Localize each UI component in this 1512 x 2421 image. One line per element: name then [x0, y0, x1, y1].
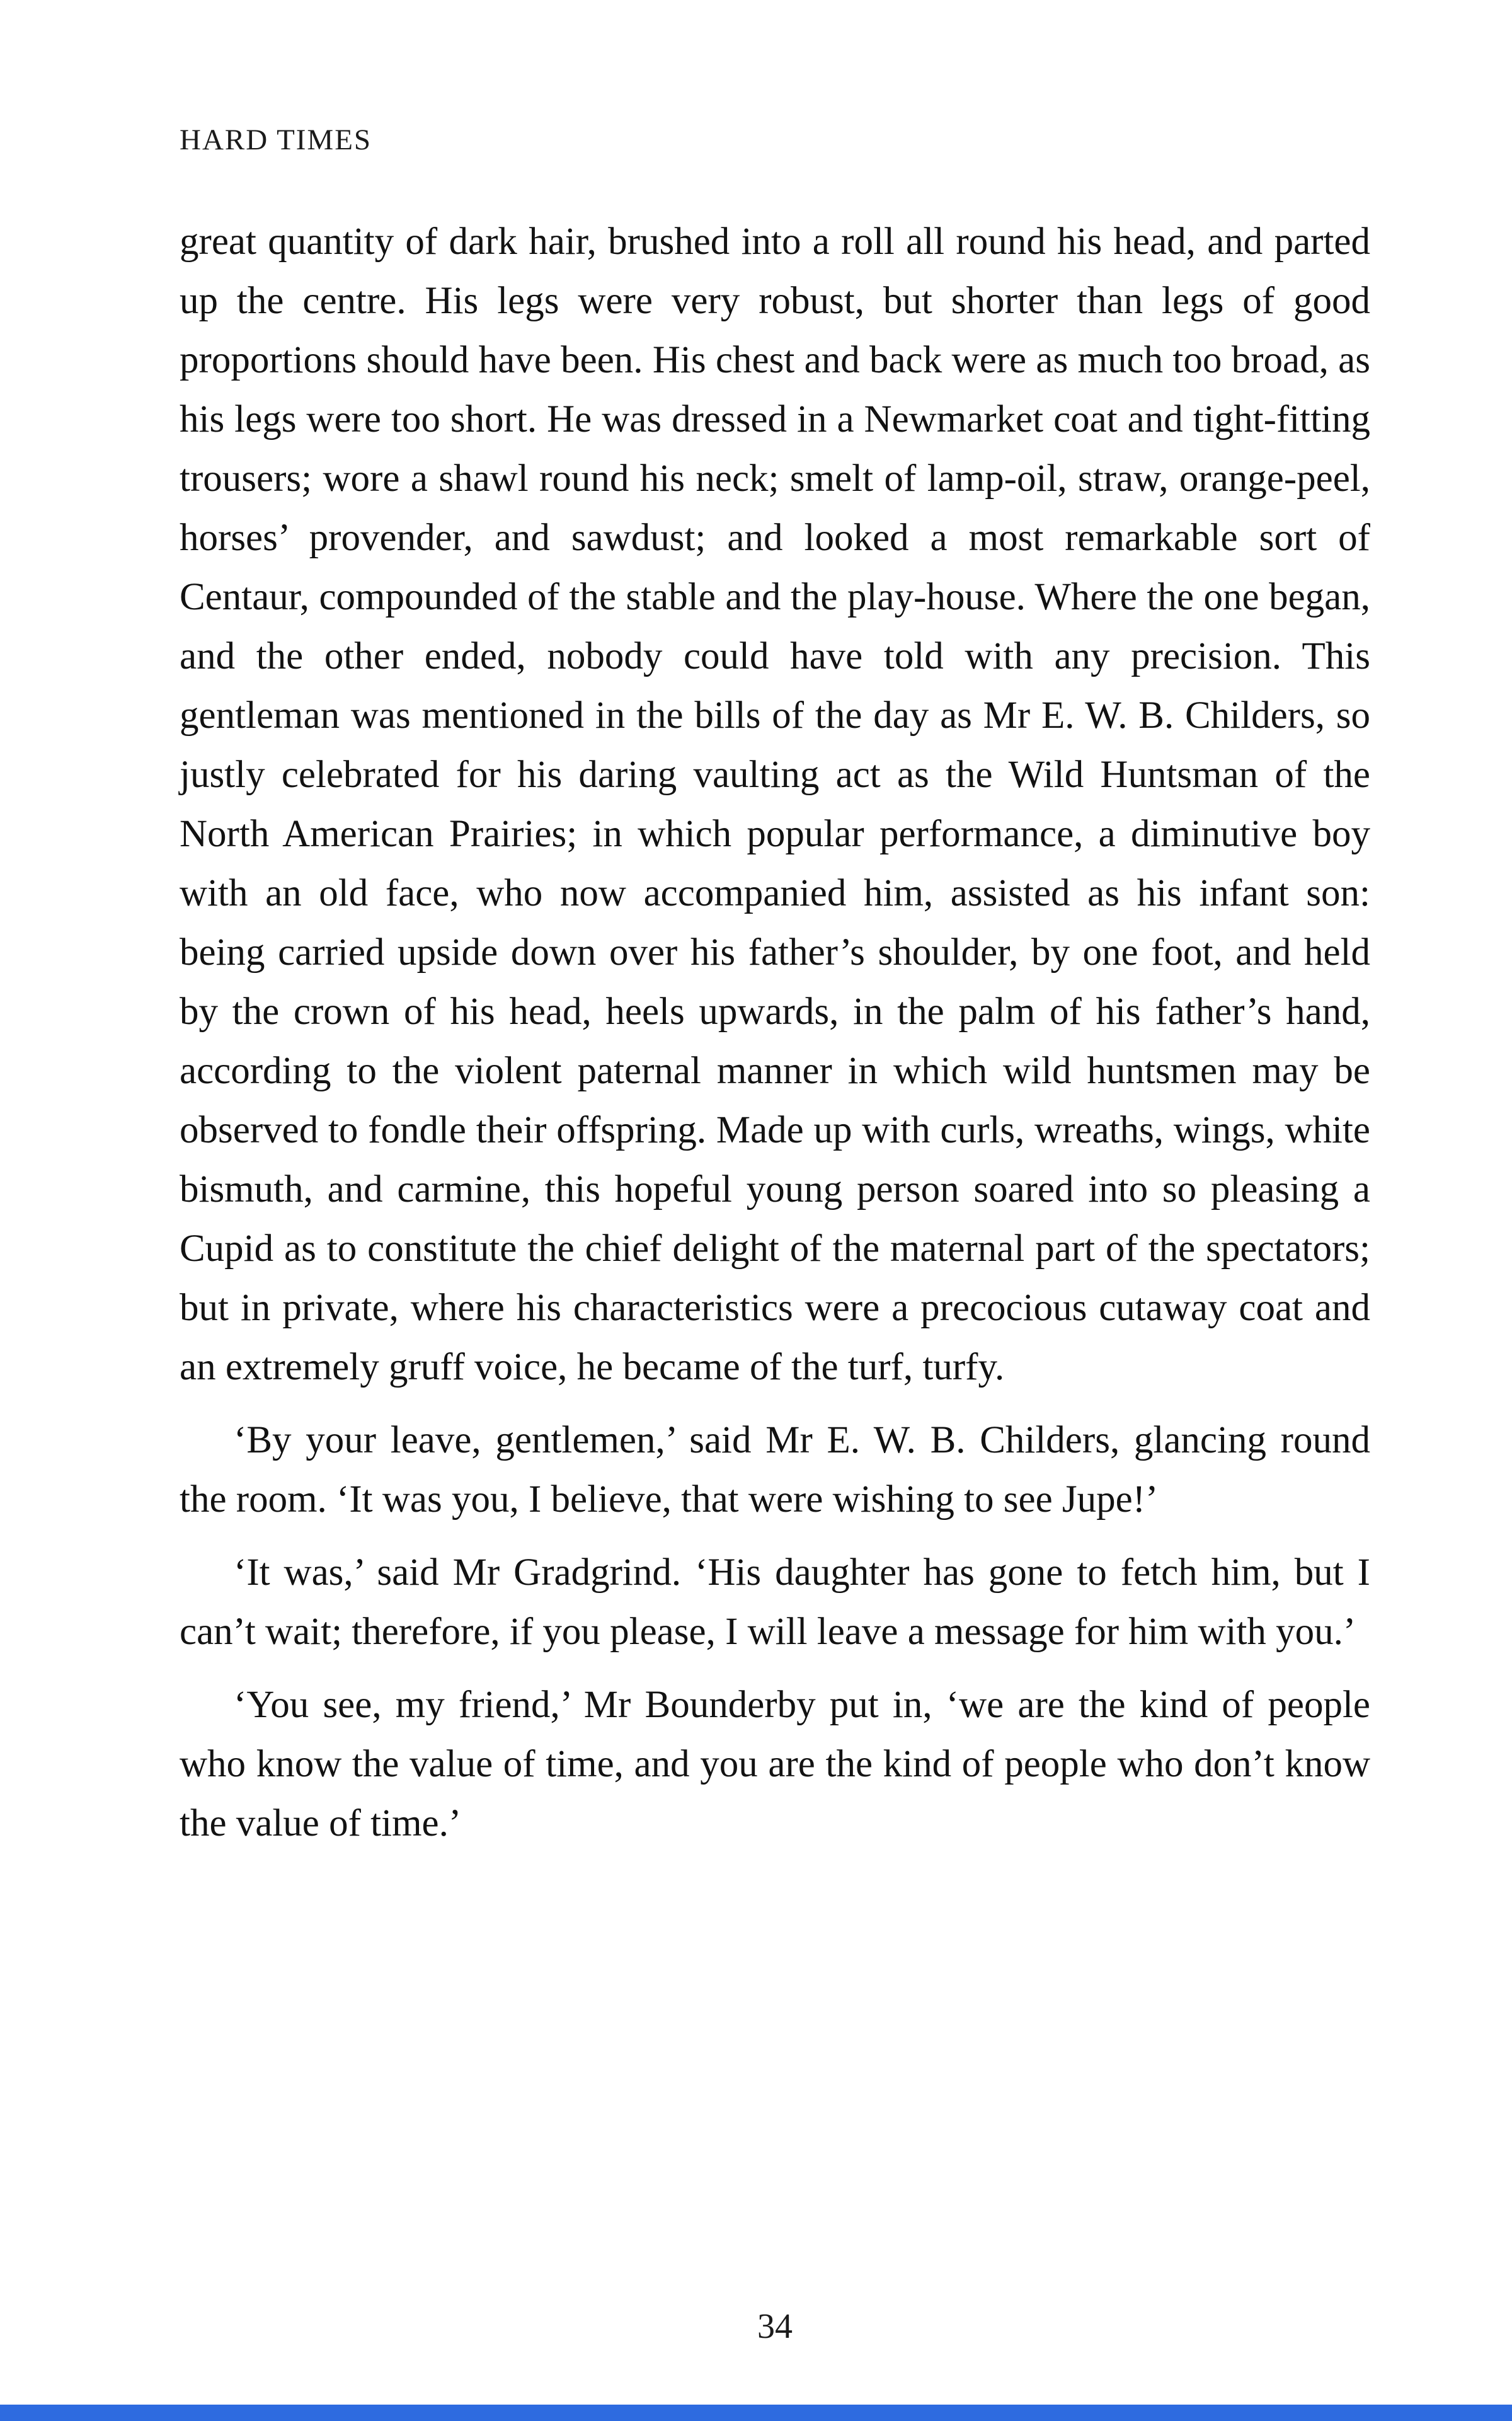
paragraph: ‘You see, my friend,’ Mr Bounderby put in, ‘we are the kind of people who know the value of time, and you are the kind of people who don’t know the value of time.’ [180, 1684, 1370, 1844]
running-header: HARD TIMES [180, 124, 372, 156]
body-text [180, 212, 1370, 1853]
paragraph: great quantity of dark hair, brushed into a roll all round his head, and parted up the centre. His legs were very robust, but shorter than legs of good proportions should have been. His chest and back were as much too broad, as his legs were too short. He was dressed in a Newmarket coat and tight-fitting trousers; wore a shawl round his neck; smelt of lamp-oil, straw, orange-peel, horses’ provender, and sawdust; and looked a most remarkable sort of Centaur, compounded of the stable and the play-house. Where the one began, and the other ended, nobody could have told with any precision. This gentleman was mentioned in the bills of the day as Mr E. W. B. Childers, so justly celebrated for his daring vaulting act as the Wild Huntsman of the North American Prairies; in which popular performance, a diminutive boy with an old face, who now accompanied him, assisted as his infant son: being carried upside down over his father’s shoulder, by one foot, and held by the crown of his head, heels upwards, in the palm of his father’s hand, according to the violent paternal manner in which wild huntsmen may be observed to fondle their offspring. Made up with curls, wreaths, wings, white bismuth, and carmine, this hopeful young person soared into so pleasing a Cupid as to constitute the chief delight of the maternal part of the spectators; but in private, where his characteristics were a precocious cutaway coat and an extremely gruff voice, he became of the turf, turfy. [180, 221, 1370, 1388]
paragraph: ‘By your leave, gentlemen,’ said Mr E. W. B. Childers, glancing round the room. ‘It was you, I believe, that were wishing to see Jupe!’ [180, 1419, 1370, 1521]
bottom-progress-bar [0, 2405, 1512, 2421]
page-number: 34 [757, 2307, 793, 2346]
paragraph: ‘It was,’ said Mr Gradgrind. ‘His daughter has gone to fetch him, but I can’t wait; therefore, if you please, I will leave a message for him with you.’ [180, 1551, 1370, 1653]
